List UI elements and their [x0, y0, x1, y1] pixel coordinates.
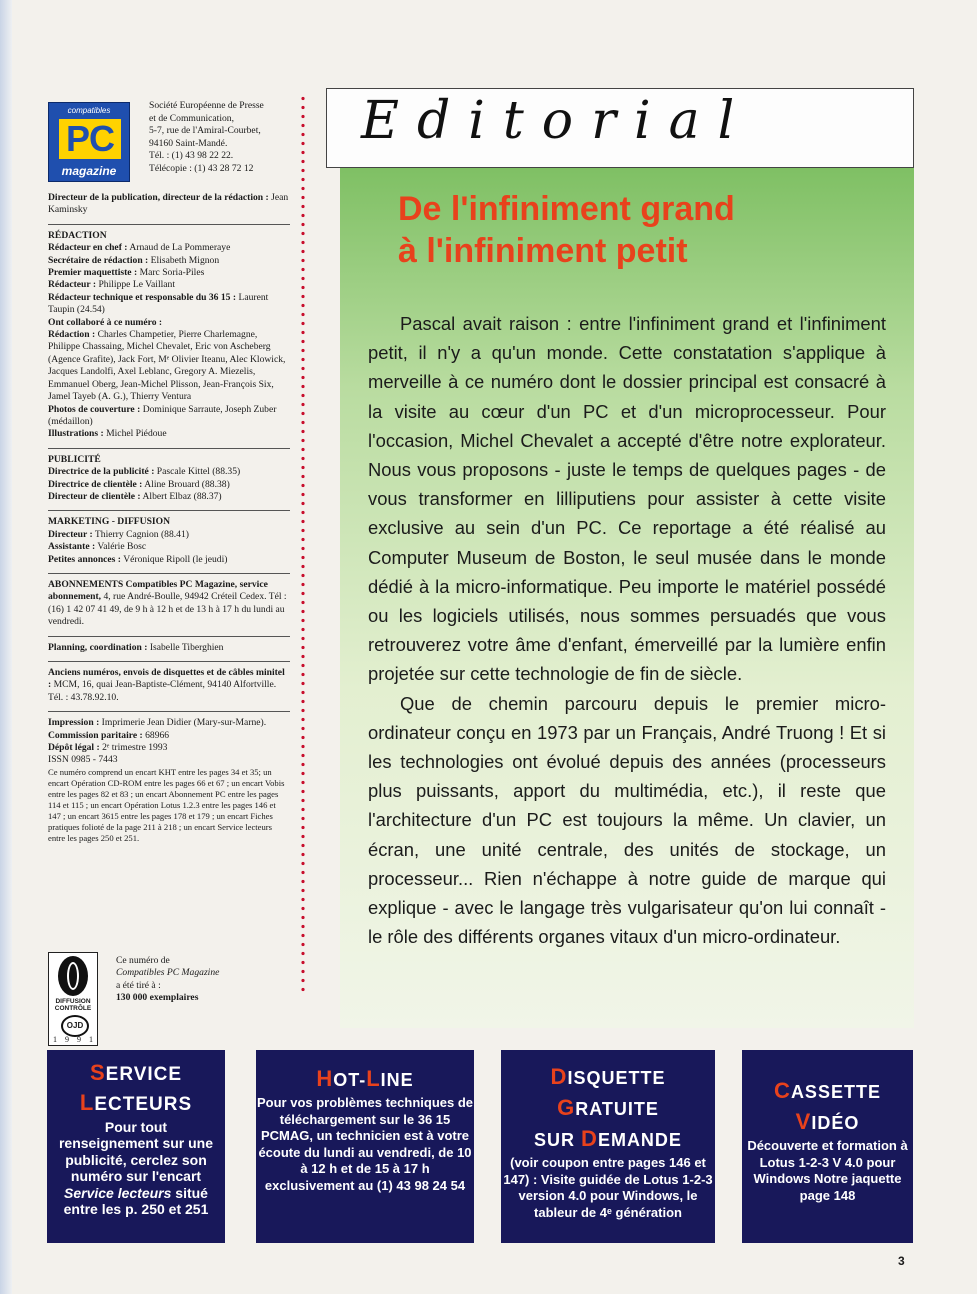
editorial-title: De l'infiniment grand à l'infiniment petit — [398, 190, 735, 270]
ojd-seal: OJD — [61, 1015, 89, 1037]
direction-line: Directeur de la publication, directeur de la rédaction : Jean Kaminsky — [48, 192, 289, 216]
page-number: 3 — [898, 1254, 905, 1268]
cassette-video-box — [742, 1050, 913, 1243]
commission-line: Commission paritaire : 68966 — [48, 729, 170, 741]
ojd-text: DIFFUSION CONTRÔLE — [54, 998, 92, 1012]
box-heading: GRATUITE — [557, 1095, 659, 1120]
collab-label: Ont collaboré à ce numéro : — [48, 316, 163, 328]
box-text: Découverte et formation à Lotus 1-2-3 V 4.0 pour Windows Notre jaquette page 148 — [747, 1138, 908, 1203]
redaction-header: RÉDACTION — [48, 229, 107, 241]
pub-header: PUBLICITÉ — [48, 453, 101, 465]
illustrations-line: Illustrations : Michel Piédoue — [48, 428, 167, 440]
box-heading: DISQUETTE — [550, 1064, 666, 1089]
divider — [48, 510, 290, 511]
divider — [48, 636, 290, 637]
divider — [48, 573, 290, 574]
collab-redaction: Rédaction : Charles Champetier, Pierre Charlemagne, Philippe Chassaing, Michel Chevalet, Eric von Ascheberg (Agence Grafite), Jack Fort, Mᵉ Olivier Iteanu, Alec Klowick, Jacques Landolfi, Axel Leblanc, Gregory A. Miezelis, Emmanuel Oberg, Jean-Michel Plisson, Jean-François Six, Jamel Tayeb (A. G.), Thierry Ventura — [48, 329, 286, 403]
impression-line: Impression : Imprimerie Jean Didier (Mary-sur-Marne). — [48, 717, 267, 729]
box-text: (voir coupon entre pages 146 et 147) : Visite guidée de Lotus 1-2-3 version 4.0 pour Windows, le tableur de 4ᵉ génération — [503, 1155, 713, 1220]
staff-line: Assistante : Valérie Bosc — [48, 541, 147, 553]
box-text: Pour vos problèmes techniques de téléchargement sur le 36 15 PCMAG, un technicien est à votre écoute du lundi au vendredi, de 10 à 12 h et de 15 à 17 h exclusivement au (1) 43 98 24 54 — [257, 1095, 473, 1193]
staff-line: Rédacteur en chef : Arnaud de La Pommeraye — [48, 242, 231, 254]
planning-line: Planning, coordination : Isabelle Tiberghien — [48, 641, 224, 653]
box-heading: VIDÉO — [795, 1109, 860, 1134]
service-lecteurs-box — [47, 1050, 225, 1243]
editorial-paragraph: Que de chemin parcouru depuis le premier micro-ordinateur conçu en 1973 par un Français, André Truong ! Et si les technologies ont évolué depuis des années (processeurs plus puissants, apport du multimédia, etc.), il reste que l'architecture d'un PC est toujours la même. Un clavier, un écran, une unité centrale, des unités de stockage, un processeur... Rien n'échappe à notre guide de marque qui explique - avec le langage très vulgarisateur qu'on lui connaît - le rôle des différents organes vitaux d'un micro-ordinateur. — [368, 692, 886, 948]
ojd-year: 1 9 9 1 — [53, 1035, 93, 1044]
editorial-header — [326, 88, 914, 168]
box-heading: CASSETTE — [774, 1078, 881, 1103]
divider — [48, 661, 290, 662]
issn-line: ISSN 0985 - 7443 — [48, 754, 118, 766]
editorial-body — [368, 309, 886, 951]
staff-line: Rédacteur technique et responsable du 36 15 : Laurent Taupin (24.54) — [48, 291, 269, 316]
box-heading: HOT-LINE — [316, 1066, 414, 1091]
hot-line-box — [256, 1050, 474, 1243]
disquette-gratuite-box — [501, 1050, 715, 1243]
depot-line: Dépôt légal : 2ᵉ trimestre 1993 — [48, 742, 168, 754]
staff-line: Directrice de la publicité : Pascale Kittel (88.35) — [48, 466, 241, 478]
publisher-address: Société Européenne de Presse et de Communication, 5-7, rue de l'Amiral-Courbet, 94160 Saint-Mandé. Tél. : (1) 43 98 22 22. Télécopie : (1) 43 28 72 12 — [149, 100, 264, 174]
editorial-header-text: Editorial — [361, 91, 753, 151]
box-heading: SUR DEMANDE — [534, 1126, 682, 1151]
anciens-numeros-line: Anciens numéros, envois de disquettes et de câbles minitel : MCM, 16, quai Jean-Baptiste-Clément, 94140 Alfortville. Tél. : 43.78.92.10. — [48, 667, 285, 703]
encarts-note: Ce numéro comprend un encart KHT entre les pages 34 et 35; un encart Opération CD-ROM entre les pages 66 et 67 ; un encart Vobis entre les pages 82 et 83 ; un encart Abonnement PC entre les pages 114 et 115 ; un encart Opération Lotus 1.2.3 entre les pages 146 et 147 ; un encart 3615 entre les pages 178 et 179 ; un encart Fiches pratiques folioté de la page 211 à 218 ; un encart Service lecteurs entre les pages 250 et 251. — [48, 766, 285, 843]
photos-line: Photos de couverture : Dominique Sarraute, Joseph Zuber (médaillon) — [48, 403, 277, 427]
editorial-paragraph: Pascal avait raison : entre l'infiniment grand et l'infiniment petit, il n'y a qu'un monde. Cette constatation s'applique à merveille à ce numéro dont le dossier principal est consacré à la visite au cœur d'un PC et d'un microprocesseur. Pour l'occasion, Michel Chevalet a accepté d'être notre explorateur. Nous vous proposons - juste le temps de quelques pages - de vous transformer en lilliputiens pour assister à cette visite exclusive au sein d'un PC. Ce reportage a été réalisé au Computer Museum de Boston, le seul musée dans le monde dédié à la micro-informatique. Peu importe le matériel possédé ou les logiciels utilisés, nous sommes persuadés que vous retrouverez votre âme d'enfant, émerveillé par la lumière enfin projetée sur cette technologie de fin de siècle. — [368, 313, 886, 685]
staff-line: Directrice de clientèle : Aline Brouard (88.38) — [48, 478, 230, 490]
staff-line: Petites annonces : Véronique Ripoll (le jeudi) — [48, 553, 228, 565]
print-run-note: Ce numéro de Compatibles PC Magazine a été tiré à : 130 000 exemplaires — [116, 955, 220, 1004]
box-heading: SERVICE — [89, 1060, 183, 1085]
mkt-header: MARKETING - DIFFUSION — [48, 516, 171, 528]
divider — [48, 711, 290, 712]
magazine-logo — [48, 102, 130, 182]
box-heading: LECTEURS — [79, 1090, 193, 1115]
staff-line: Directeur de clientèle : Albert Elbaz (88.37) — [48, 490, 222, 502]
divider — [48, 448, 290, 449]
staff-line: Premier maquettiste : Marc Soria-Piles — [48, 267, 205, 279]
page-edge — [0, 0, 12, 1294]
divider — [48, 224, 290, 225]
abonnements-line: ABONNEMENTS Compatibles PC Magazine, service abonnement, 4, rue André-Boulle, 94942 Créteil Cedex. Tél : (16) 1 42 07 41 49, de 9 h à 12 h et de 13 h à 17 h du lundi au vendredi. — [48, 578, 287, 628]
ojd-emblem-icon — [58, 956, 88, 996]
ojd-certification-logo — [48, 952, 98, 1046]
dotted-divider — [300, 94, 306, 994]
logo-pc-mark: PC — [59, 119, 121, 159]
staff-line: Directeur : Thierry Cagnion (88.41) — [48, 528, 189, 540]
logo-bottom-text: magazine — [61, 164, 117, 178]
staff-masthead — [48, 192, 290, 844]
staff-line: Secrétaire de rédaction : Elisabeth Mignon — [48, 254, 220, 266]
logo-top-text: compatibles — [67, 106, 111, 115]
box-text: Pour tout renseignement sur une publicité, cerclez son numéro sur l'encart Service lecteurs situé entre les p. 250 et 251 — [58, 1119, 214, 1218]
staff-line: Rédacteur : Philippe Le Vaillant — [48, 279, 176, 291]
